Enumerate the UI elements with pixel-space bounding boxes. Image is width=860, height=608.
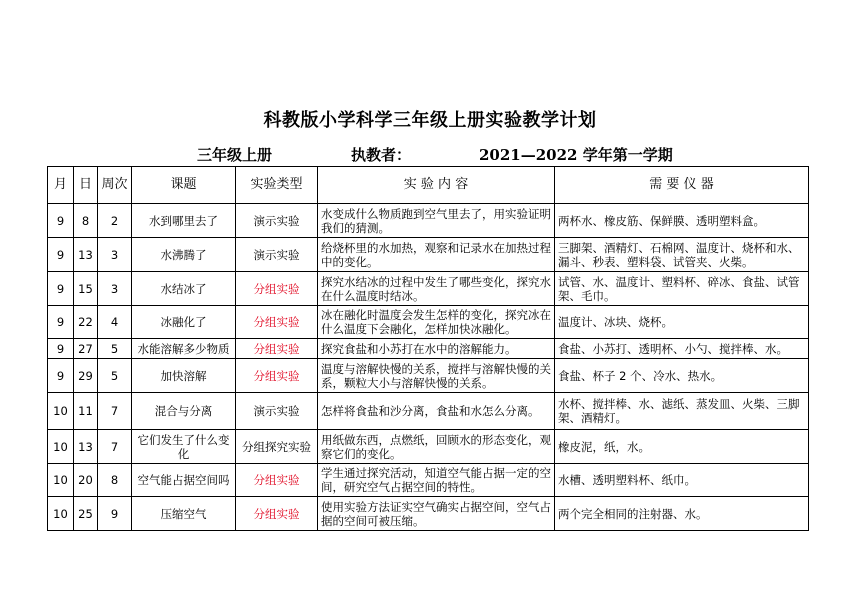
row-day: 15 [74,272,98,306]
row-month: 9 [48,204,74,238]
row-content: 用纸做东西，点燃纸，回顾水的形态变化，观察它们的变化。 [318,430,555,464]
row-type: 分组探究实验 [236,430,318,464]
row-topic: 空气能占据空间吗 [132,464,236,497]
row-equipment: 食盐、小苏打、透明杯、小勺、搅拌棒、水。 [555,339,809,359]
row-week: 7 [98,393,132,430]
row-week: 7 [98,430,132,464]
row-content: 给烧杯里的水加热，观察和记录水在加热过程中的变化。 [318,238,555,272]
row-week: 4 [98,306,132,339]
row-content: 水变成什么物质跑到空气里去了，用实验证明我们的猜测。 [318,204,555,238]
header-type: 实验类型 [236,167,318,204]
row-type: 演示实验 [236,204,318,238]
header-content: 实 验 内 容 [318,167,555,204]
row-topic: 它们发生了什么变化 [132,430,236,464]
row-equipment: 温度计、冰块、烧杯。 [555,306,809,339]
row-equipment: 橡皮泥，纸，水。 [555,430,809,464]
row-topic: 水沸腾了 [132,238,236,272]
row-week: 9 [98,497,132,531]
row-day: 25 [74,497,98,531]
row-equipment: 试管、水、温度计、塑料杯、碎冰、食盐、试管架、毛巾。 [555,272,809,306]
page-title: 科教版小学科学三年级上册实验教学计划 [263,110,597,131]
row-day: 13 [74,430,98,464]
row-type: 分组实验 [236,272,318,306]
row-topic: 水能溶解多少物质 [132,339,236,359]
row-day: 8 [74,204,98,238]
header-topic: 课题 [132,167,236,204]
row-day: 11 [74,393,98,430]
row-day: 13 [74,238,98,272]
row-day: 27 [74,339,98,359]
table-row [48,204,809,238]
table-row [48,339,809,359]
table-row [48,430,809,464]
row-content: 探究食盐和小苏打在水中的溶解能力。 [318,339,555,359]
row-month: 10 [48,464,74,497]
table-row [48,238,809,272]
row-equipment: 三脚架、酒精灯、石棉网、温度计、烧杯和水、漏斗、秒表、塑料袋、试管夹、火柴。 [555,238,809,272]
row-content: 使用实验方法证实空气确实占据空间，空气占据的空间可被压缩。 [318,497,555,531]
table-row [48,272,809,306]
teacher-label: 执教者： [351,146,412,164]
row-month: 9 [48,359,74,393]
table-row [48,393,809,430]
table-row [48,306,809,339]
row-content: 学生通过探究活动，知道空气能占据一定的空间，研究空气占据空间的特性。 [318,464,555,497]
row-month: 10 [48,393,74,430]
row-content: 冰在融化时温度会发生怎样的变化，探究冰在什么温度下会融化，怎样加快冰融化。 [318,306,555,339]
table-header-row [48,167,809,204]
row-content: 怎样将食盐和沙分离，食盐和水怎么分离。 [318,393,555,430]
row-type: 演示实验 [236,393,318,430]
row-month: 9 [48,272,74,306]
row-topic: 加快溶解 [132,359,236,393]
row-topic: 混合与分离 [132,393,236,430]
header-day: 日 [74,167,98,204]
row-type: 分组实验 [236,339,318,359]
row-equipment: 水槽、透明塑料杯、纸巾。 [555,464,809,497]
row-month: 10 [48,497,74,531]
row-week: 3 [98,238,132,272]
row-type: 分组实验 [236,359,318,393]
row-topic: 水到哪里去了 [132,204,236,238]
row-month: 9 [48,238,74,272]
row-equipment: 食盐、杯子 2 个、冷水、热水。 [555,359,809,393]
row-type: 演示实验 [236,238,318,272]
row-week: 2 [98,204,132,238]
term-label: 2021—2022 学年第一学期 [479,146,673,164]
row-week: 3 [98,272,132,306]
row-month: 9 [48,339,74,359]
experiment-plan-table [47,166,809,531]
header-week: 周次 [98,167,132,204]
row-equipment: 两杯水、橡皮筋、保鲜膜、透明塑料盒。 [555,204,809,238]
table-row [48,497,809,531]
row-type: 分组实验 [236,497,318,531]
row-day: 22 [74,306,98,339]
row-month: 10 [48,430,74,464]
row-equipment: 两个完全相同的注射器、水。 [555,497,809,531]
row-week: 5 [98,359,132,393]
row-topic: 压缩空气 [132,497,236,531]
row-week: 5 [98,339,132,359]
row-month: 9 [48,306,74,339]
header-month: 月 [48,167,74,204]
row-week: 8 [98,464,132,497]
grade-label: 三年级上册 [197,146,273,164]
row-topic: 水结冰了 [132,272,236,306]
row-content: 探究水结冰的过程中发生了哪些变化，探究水在什么温度时结冰。 [318,272,555,306]
header-equipment: 需 要 仪 器 [555,167,809,204]
row-content: 温度与溶解快慢的关系，搅拌与溶解快慢的关系，颗粒大小与溶解快慢的关系。 [318,359,555,393]
table-row [48,464,809,497]
row-topic: 冰融化了 [132,306,236,339]
row-type: 分组实验 [236,464,318,497]
row-type: 分组实验 [236,306,318,339]
row-equipment: 水杯、搅拌棒、水、滤纸、蒸发皿、火柴、三脚架、酒精灯。 [555,393,809,430]
row-day: 20 [74,464,98,497]
row-day: 29 [74,359,98,393]
table-row [48,359,809,393]
